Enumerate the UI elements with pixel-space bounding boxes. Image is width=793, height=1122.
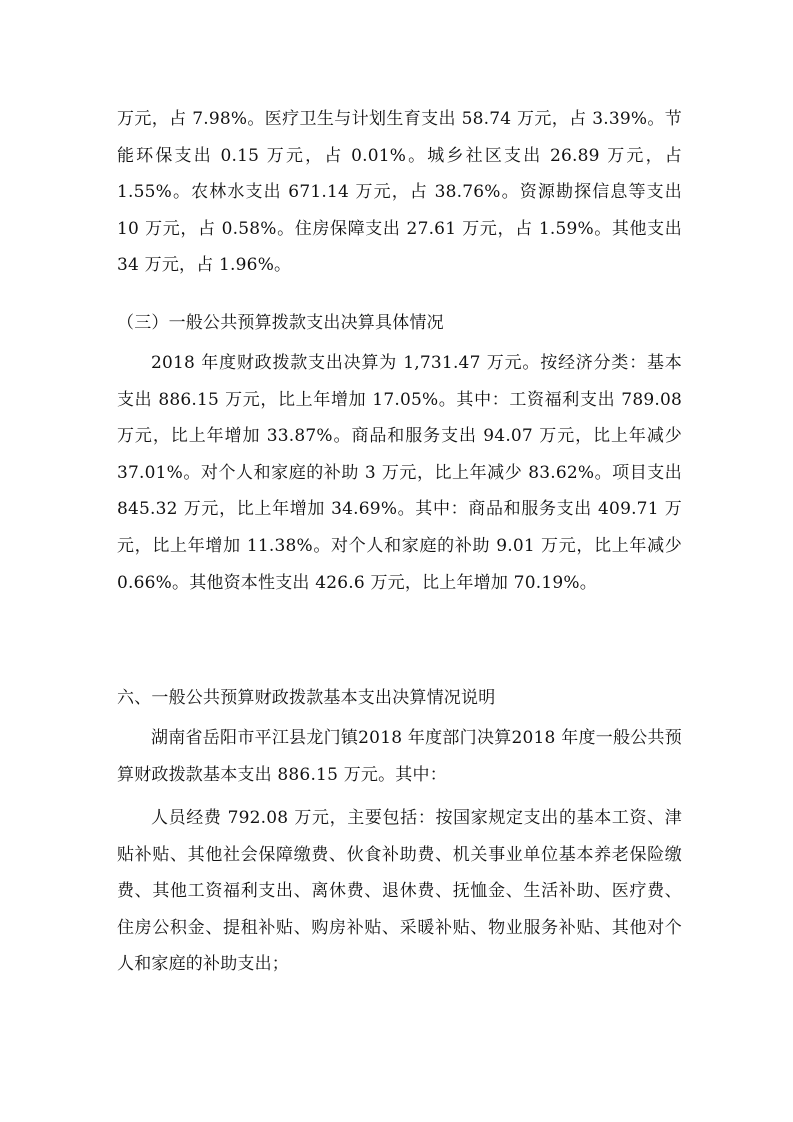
paragraph-expenditure-breakdown: 万元，占 7.98%。医疗卫生与计划生育支出 58.74 万元，占 3.39%。节能环保支出 0.15 万元，占 0.01%。城乡社区支出 26.89 万元，占 1.55%。农林水支出 671.14 万元，占 38.76%。资源勘探信息等支出 10 万元，占 0.58%。住房保障支出 27.61 万元，占 1.59%。其他支出 34 万元，占 1.96%。 — [117, 109, 682, 276]
paragraph-economic-classification: 2018 年度财政拨款支出决算为 1,731.47 万元。按经济分类：基本支出 886.15 万元，比上年增加 17.05%。其中：工资福利支出 789.08 万元，比上年增加 33.87%。商品和服务支出 94.07 万元，比上年减少 37.01%。对个人和家庭的补助 3 万元，比上年减少 83.62%。项目支出 845.32 万元，比上年增加 34.69%。其中：商品和服务支出 409.71 万元，比上年增加 11.38%。对个人和家庭的补助 9.01 万元，比上年减少 0.66%。其他资本性支出 426.6 万元，比上年增加 70.19%。 — [117, 353, 682, 593]
section-heading-basic-expenditure: 六、一般公共预算财政拨款基本支出决算情况说明 — [117, 688, 496, 708]
section-heading-general-budget-detail: （三）一般公共预算拨款支出决算具体情况 — [117, 313, 444, 333]
paragraph-personnel-expenses: 人员经费 792.08 万元，主要包括：按国家规定支出的基本工资、津贴补贴、其他社会保障缴费、伙食补助费、机关事业单位基本养老保险缴费、其他工资福利支出、离休费、退休费、抚恤金、生活补助、医疗费、住房公积金、提租补贴、购房补贴、采暖补贴、物业服务补贴、其他对个人和家庭的补助支出； — [117, 808, 682, 975]
paragraph-basic-expenditure-total: 湖南省岳阳市平江县龙门镇2018 年度部门决算2018 年度一般公共预算财政拨款基本支出 886.15 万元。其中： — [117, 728, 682, 785]
